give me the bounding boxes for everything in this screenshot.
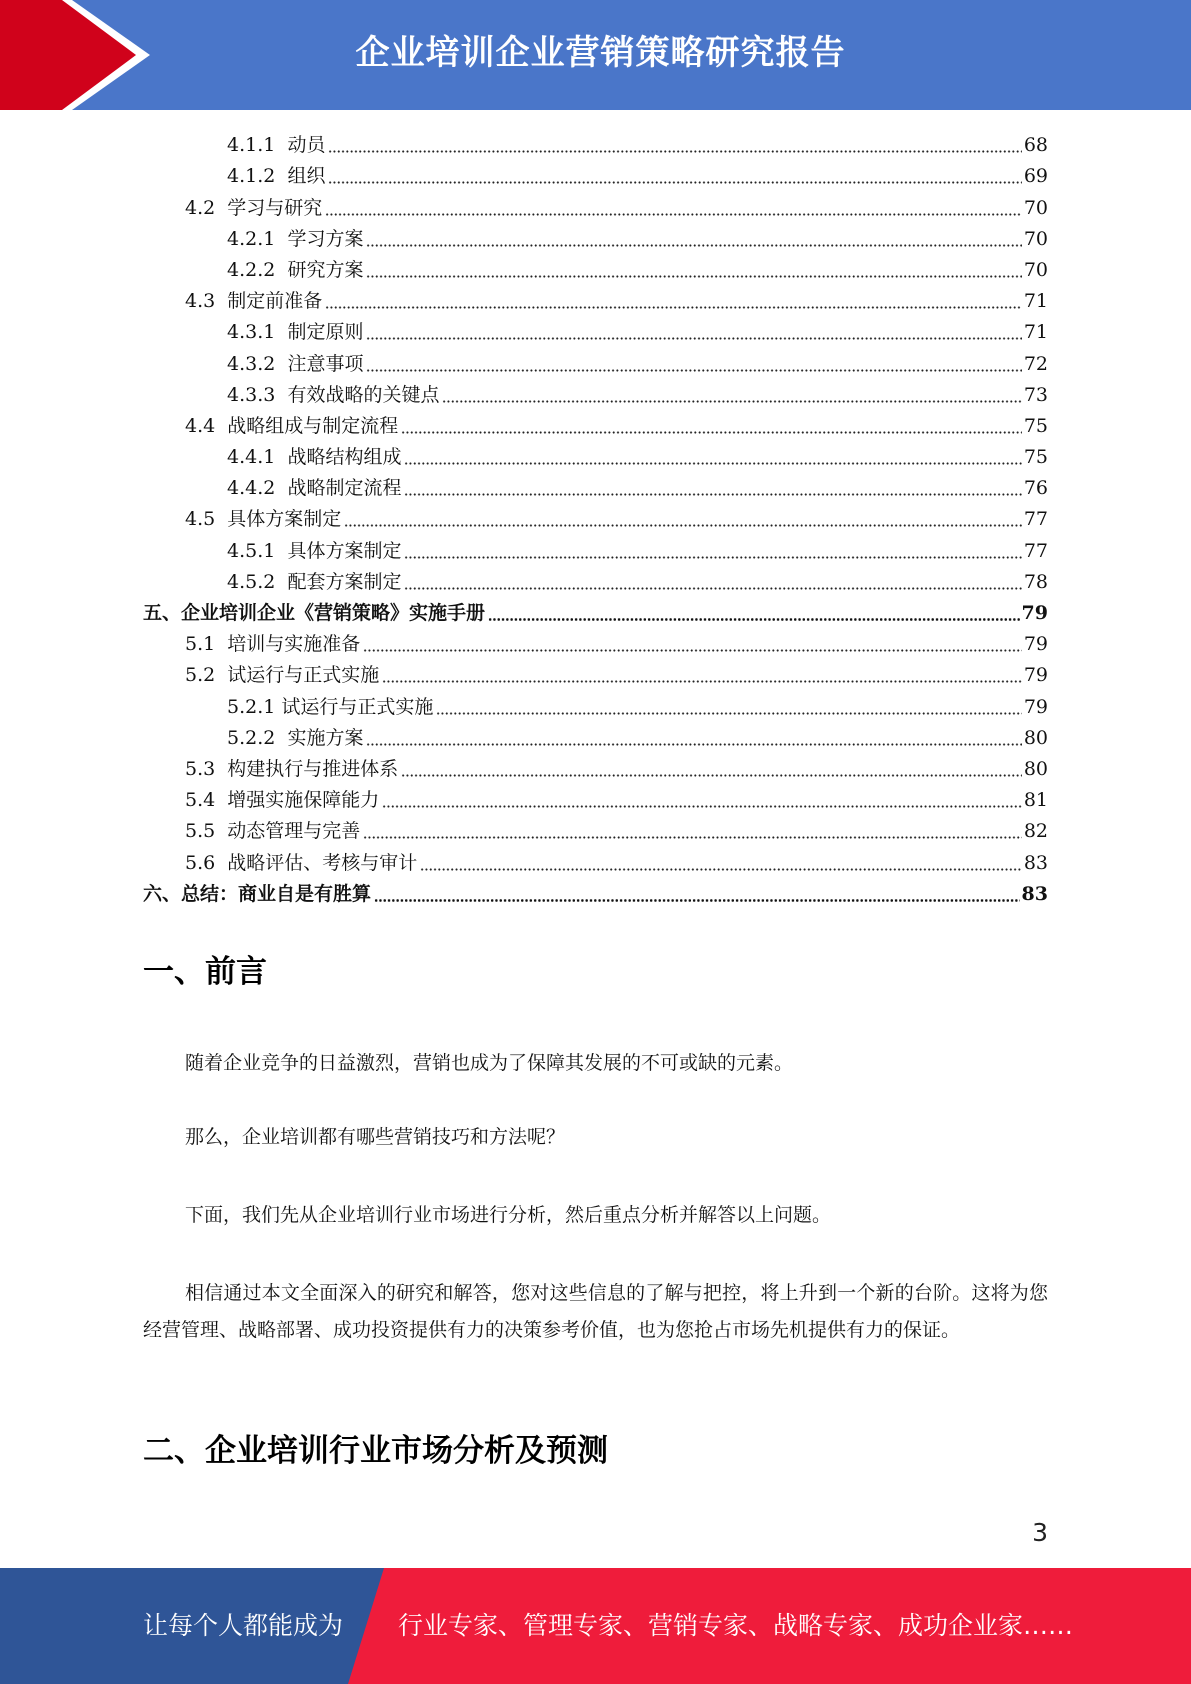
toc-dot-leader — [401, 431, 1022, 434]
toc-entry-page: 76 — [1023, 477, 1048, 500]
toc-dot-leader — [382, 805, 1022, 808]
toc-entry-title: 试运行与正式实施 — [281, 695, 434, 718]
toc-entry[interactable] — [143, 472, 1048, 503]
toc-entry-number: 4.1.1 — [227, 134, 288, 157]
toc-dot-leader — [404, 462, 1021, 465]
toc-entry-title: 研究方案 — [287, 258, 364, 281]
section-heading-market-analysis: 二、企业培训行业市场分析及预测 — [143, 1433, 608, 1469]
toc-dot-leader — [404, 587, 1021, 590]
toc-entry-page: 70 — [1023, 258, 1048, 281]
toc-entry[interactable] — [143, 846, 1048, 877]
toc-dot-leader — [404, 556, 1021, 559]
toc-entry-number: 4.5.1 — [227, 539, 288, 562]
toc-entry-number: 5.4 — [185, 789, 228, 812]
toc-entry-title: 实施方案 — [287, 726, 364, 749]
toc-entry[interactable] — [143, 784, 1048, 815]
toc-entry-title: 动态管理与完善 — [227, 820, 361, 843]
toc-entry-page: 80 — [1023, 757, 1048, 780]
footer-slogan-left: 让每个人都能成为 — [143, 1611, 344, 1640]
toc-dot-leader — [325, 306, 1022, 309]
toc-entry[interactable] — [143, 534, 1048, 565]
toc-dot-leader — [382, 680, 1022, 683]
toc-dot-leader — [328, 150, 1021, 153]
toc-entry-title: 学习方案 — [287, 227, 364, 250]
paragraph: 下面，我们先从企业培训行业市场进行分析，然后重点分析并解答以上问题。 — [185, 1204, 832, 1226]
toc-entry-number: 4.2.1 — [227, 227, 288, 250]
toc-dot-leader — [366, 275, 1021, 278]
toc-entry[interactable] — [143, 690, 1048, 721]
toc-dot-leader — [401, 774, 1022, 777]
toc-entry-title: 战略评估、考核与审计 — [227, 851, 418, 874]
toc-entry-page: 83 — [1021, 882, 1048, 905]
toc-entry-page: 69 — [1023, 165, 1048, 188]
toc-entry[interactable] — [143, 160, 1048, 191]
toc-dot-leader — [420, 868, 1022, 871]
toc-dot-leader — [488, 618, 1020, 621]
toc-entry[interactable] — [143, 410, 1048, 441]
toc-entry-title: 构建执行与推进体系 — [227, 757, 399, 780]
toc-dot-leader — [366, 743, 1021, 746]
toc-entry-number: 4.4.1 — [227, 446, 288, 469]
toc-entry[interactable] — [143, 815, 1048, 846]
toc-dot-leader — [344, 524, 1022, 527]
page-footer — [0, 1568, 1191, 1684]
toc-entry-page: 68 — [1023, 134, 1048, 157]
toc-entry-number: 5.5 — [185, 820, 228, 843]
page-header — [0, 0, 1191, 110]
toc-entry-number: 5.2.2 — [227, 726, 288, 749]
toc-entry-number: 5.2 — [185, 664, 228, 687]
toc-entry-title: 增强实施保障能力 — [227, 789, 380, 812]
toc-dot-leader — [325, 213, 1022, 216]
table-of-contents — [143, 129, 1048, 909]
toc-entry-title: 战略制定流程 — [287, 477, 402, 500]
toc-entry-page: 73 — [1023, 383, 1048, 406]
toc-entry-number: 4.3.1 — [227, 321, 288, 344]
toc-entry-number: 4.5.2 — [227, 570, 288, 593]
toc-entry-page: 81 — [1023, 789, 1048, 812]
toc-entry-title: 组织 — [287, 165, 326, 188]
toc-dot-leader — [328, 181, 1021, 184]
toc-entry-title: 六、总结：商业自是有胜算 — [143, 882, 372, 905]
toc-entry-page: 72 — [1023, 352, 1048, 375]
toc-entry[interactable] — [143, 316, 1048, 347]
toc-dot-leader — [374, 899, 1020, 902]
page-number: 3 — [1032, 1518, 1048, 1547]
toc-entry[interactable] — [143, 878, 1048, 909]
toc-entry-page: 75 — [1023, 446, 1048, 469]
toc-entry-page: 77 — [1023, 508, 1048, 531]
toc-entry-number: 4.4.2 — [227, 477, 288, 500]
toc-entry-title: 制定前准备 — [227, 290, 323, 313]
toc-entry[interactable] — [143, 597, 1048, 628]
toc-entry[interactable] — [143, 191, 1048, 222]
toc-entry-page: 80 — [1023, 726, 1048, 749]
paragraph: 那么，企业培训都有哪些营销技巧和方法呢？ — [185, 1126, 566, 1148]
toc-entry[interactable] — [143, 566, 1048, 597]
toc-entry-page: 75 — [1023, 414, 1048, 437]
toc-entry-page: 71 — [1023, 321, 1048, 344]
toc-entry-title: 学习与研究 — [227, 196, 323, 219]
toc-entry-page: 77 — [1023, 539, 1048, 562]
toc-entry-page: 70 — [1023, 227, 1048, 250]
section-heading-preface: 一、前言 — [143, 954, 267, 990]
toc-entry-page: 79 — [1023, 664, 1048, 687]
toc-entry-title: 动员 — [287, 134, 326, 157]
toc-entry-number: 4.3.2 — [227, 352, 288, 375]
toc-entry-title: 战略结构组成 — [287, 446, 402, 469]
toc-entry-title: 具体方案制定 — [287, 539, 402, 562]
toc-entry-number: 4.2 — [185, 196, 228, 219]
toc-entry-page: 78 — [1023, 570, 1048, 593]
toc-entry[interactable] — [143, 441, 1048, 472]
toc-entry-title: 五、企业培训企业《营销策略》实施手册 — [143, 602, 486, 624]
toc-dot-leader — [436, 712, 1021, 715]
toc-entry-page: 79 — [1023, 695, 1048, 718]
toc-dot-leader — [363, 649, 1022, 652]
toc-entry-title: 配套方案制定 — [287, 570, 402, 593]
toc-entry[interactable] — [143, 503, 1048, 534]
toc-entry[interactable] — [143, 659, 1048, 690]
toc-entry-page: 83 — [1023, 851, 1048, 874]
toc-dot-leader — [366, 369, 1021, 372]
toc-dot-leader — [404, 493, 1021, 496]
toc-entry-number: 4.4 — [185, 414, 228, 437]
toc-entry-page: 82 — [1023, 820, 1048, 843]
toc-entry[interactable] — [143, 628, 1048, 659]
toc-entry-page: 71 — [1023, 290, 1048, 313]
toc-entry-number: 4.3.3 — [227, 383, 288, 406]
toc-entry[interactable] — [143, 223, 1048, 254]
toc-entry-page: 79 — [1021, 602, 1048, 624]
toc-dot-leader — [366, 337, 1021, 340]
toc-entry-title: 注意事项 — [287, 352, 364, 375]
toc-entry-title: 培训与实施准备 — [227, 633, 361, 656]
toc-entry[interactable] — [143, 753, 1048, 784]
toc-entry[interactable] — [143, 347, 1048, 378]
toc-entry[interactable] — [143, 379, 1048, 410]
toc-dot-leader — [363, 836, 1022, 839]
toc-entry-number: 5.2.1 — [227, 695, 282, 718]
toc-entry[interactable] — [143, 285, 1048, 316]
paragraph: 相信通过本文全面深入的研究和解答，您对这些信息的了解与把控，将上升到一个新的台阶。这将为您经营管理、战略部署、成功投资提供有力的决策参考价值，也为您抢占市场先机提供有力的保证。 — [143, 1282, 1048, 1341]
toc-entry[interactable] — [143, 129, 1048, 160]
toc-entry-number: 5.3 — [185, 757, 228, 780]
toc-entry-number: 4.1.2 — [227, 165, 288, 188]
toc-entry-page: 70 — [1023, 196, 1048, 219]
toc-entry-number: 5.1 — [185, 633, 228, 656]
toc-dot-leader — [442, 400, 1021, 403]
toc-entry-number: 5.6 — [185, 851, 228, 874]
toc-entry-title: 战略组成与制定流程 — [227, 414, 399, 437]
header-title: 企业培训企业营销策略研究报告 — [355, 33, 846, 73]
toc-entry-number: 4.3 — [185, 290, 228, 313]
toc-entry-number: 4.5 — [185, 508, 228, 531]
toc-entry-title: 具体方案制定 — [227, 508, 342, 531]
paragraph: 随着企业竞争的日益激烈，营销也成为了保障其发展的不可或缺的元素。 — [185, 1052, 794, 1074]
toc-entry-title: 制定原则 — [287, 321, 364, 344]
toc-entry[interactable] — [143, 722, 1048, 753]
toc-dot-leader — [366, 244, 1021, 247]
toc-entry-title: 试运行与正式实施 — [227, 664, 380, 687]
footer-slogan-right: 行业专家、管理专家、营销专家、战略专家、成功企业家…… — [398, 1611, 1074, 1640]
toc-entry[interactable] — [143, 254, 1048, 285]
toc-entry-number: 4.2.2 — [227, 258, 288, 281]
toc-entry-page: 79 — [1023, 633, 1048, 656]
toc-entry-title: 有效战略的关键点 — [287, 383, 440, 406]
